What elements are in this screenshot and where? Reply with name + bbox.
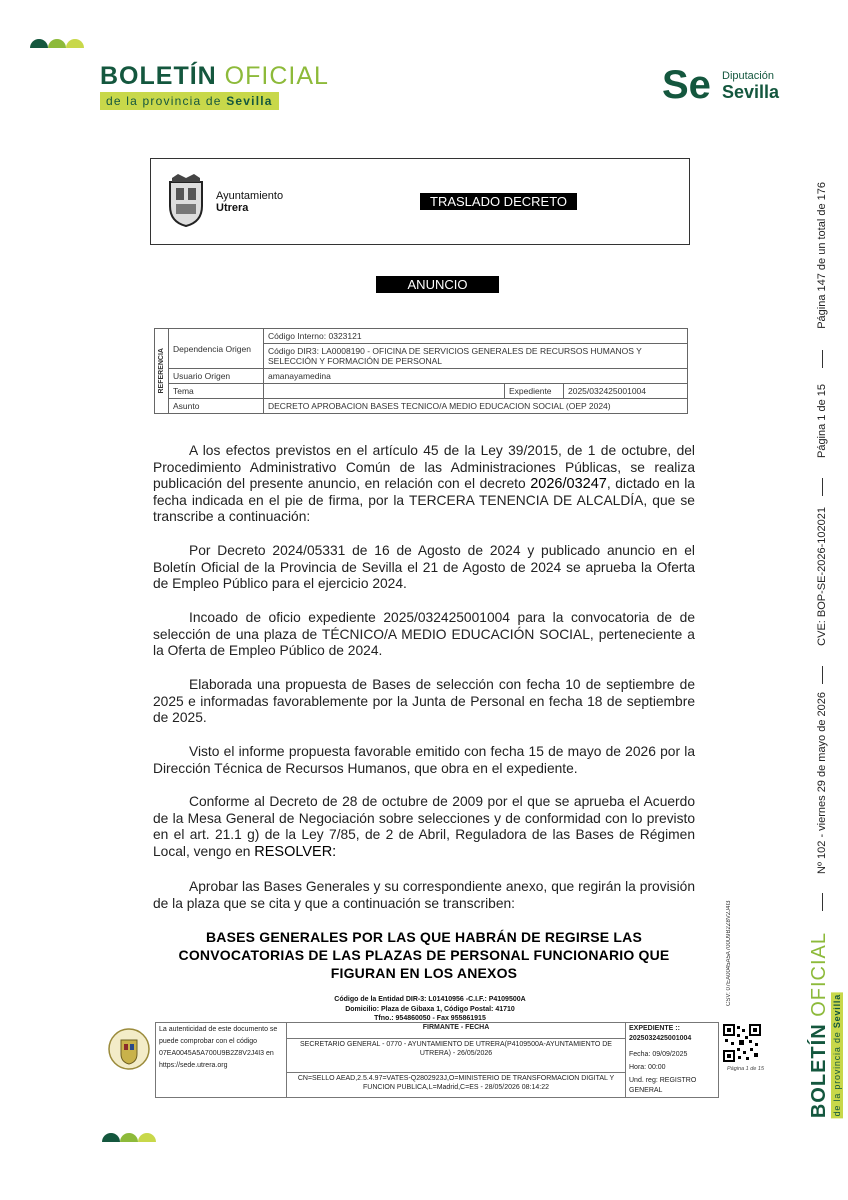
dependencia-label: Dependencia Origen [169,329,264,369]
margin-divider [822,666,823,684]
ayuntamiento-label: Ayuntamiento [216,190,284,202]
expediente-value: 2025/032425001004 [564,384,688,399]
paragraph-3: Incoado de oficio expediente 2025/032425001004 para la convocatoria de de selección de una plaza de TÉCNICO/A MEDIO EDUCACIÓN SOCIAL, perteneciente a la Oferta de Empleo Público de 2024. [153,610,695,659]
paragraph-7: Aprobar las Bases Generales y su correspondiente anexo, que regirán la provisión de la plaza que se cita y que a continuación se transcriben: [153,879,695,911]
address-line-2: Domicilio: Plaza de Gibaxa 1, Código Postal: 41710 [345,1006,515,1013]
firmante-header: FIRMANTE - FECHA [287,1023,626,1039]
paragraph-1-text-b: , dictado en la fecha indicada en el pie de firma, por la TERCERA TENENCIA DE ALCALDÍA, que se transcribe a continuación: [153,476,695,525]
firmante-2: CN=SELLO AEAD,2.5.4.97=VATES-Q2802923J,O=MINISTERIO DE TRANSFORMACION DIGITAL Y FUNCION PUBLICA,L=Madrid,C=ES - 28/05/2026 08:14:22 [287,1073,626,1098]
codigo-dir3: Código DIR3: LA0008190 - OFICINA DE SERVICIOS GENERALES DE RECURSOS HUMANOS Y SELECCIÓN Y FORMACIÓN DE PERSONAL [264,344,688,369]
ciudad-label: Utrera [216,202,249,214]
usuario-label: Usuario Origen [169,369,264,384]
vertical-bop-light: OFICIAL [808,932,830,1017]
asunto-label: Asunto [169,399,264,414]
vertical-bop-subtitle-bold: Sevilla [832,993,842,1028]
paragraph-6 [153,794,695,860]
traslado-decreto-label: TRASLADO DECRETO [420,193,577,210]
vertical-bop-subtitle: de la provincia de [832,1031,842,1117]
firmante-1: SECRETARIO GENERAL - 0770 - AYUNTAMIENTO DE UTRERA(P4109500A-AYUNTAMIENTO DE UTRERA) - 26/05/2026 [287,1039,626,1073]
signature-table [155,1022,719,1098]
expediente-und-reg: Und. reg: REGISTRO GENERAL [629,1077,697,1094]
decreto-number: 2026/03247 [530,476,607,493]
bases-title: BASES GENERALES POR LAS QUE HABRÁN DE REGIRSE LAS CONVOCATORIAS DE LAS PLAZAS DE PERSONAL FUNCIONARIO QUE FIGURAN EN LOS ANEXOS [178,929,670,981]
paragraph-6-text: Conforme al Decreto de 28 de octubre de 2009 por el que se aprueba el Acuerdo de la Mesa General de Negociación sobre selecciones y de conformidad con lo previsto en el art. 21.1 g) de la Ley 7/85, de 2 de Abril, Reguladora de las Bases de Régimen Local, vengo en [153,794,695,859]
margin-divider [822,350,823,368]
utrera-shield-icon [166,172,206,228]
margin-numero: Nº 102 - viernes 29 de mayo de 2026 [816,692,828,874]
bop-subtitle: de la provincia de [106,94,222,108]
bop-title-light: OFICIAL [224,62,329,90]
svg-text:Se: Se [662,63,711,106]
diputacion-subtitle: Diputación [722,70,774,82]
reference-side-cell [155,329,169,414]
expediente-box-value: 2025032425001004 [629,1035,692,1042]
bop-logo [100,62,332,110]
expediente-label: Expediente [505,384,564,399]
vertical-bop-logo [808,932,842,1122]
bop-mark-bottom-icon [100,1124,162,1144]
paragraph-1-text-a: A los efectos previstos en el artículo 45 de la Ley 39/2015, de 1 de octubre, del Procedimiento Administrativo Común de las Administraciones Públicas, se realiza publicación del presente anuncio, en relación con el decreto [153,443,695,492]
paragraph-1 [153,443,695,526]
resolver-label: RESOLVER: [254,843,337,860]
paragraph-5: Visto el informe propuesta favorable emitido con fecha 15 de mayo de 2026 por la Dirección Técnica de Recursos Humanos, que obra en el expediente. [153,744,695,776]
anuncio-label: ANUNCIO [376,276,499,293]
asunto-value: DECRETO APROBACION BASES TECNICO/A MEDIO EDUCACION SOCIAL (OEP 2024) [264,399,688,414]
tema-value [264,384,505,399]
diputacion-title: Sevilla [722,82,780,102]
reference-side-label: REFERENCIA [157,348,165,394]
bop-subtitle-bold: Sevilla [226,94,273,108]
bop-mark-icon [28,30,90,50]
authenticity-text: La autenticidad de este documento se puede comprobar con el código 07EA0045A5A700U9B2Z8V2J4I3 en https://sede.utrera.org [156,1023,287,1098]
vertical-bop-bold: BOLETÍN [808,1023,830,1119]
address-line-1: Código de la Entidad DIR-3: L01410956 -C.I.F.: P4109500A [334,996,526,1003]
bop-title-bold: BOLETÍN [100,62,217,90]
paragraph-4: Elaborada una propuesta de Bases de selección con fecha 10 de septiembre de 2025 e informadas favorablemente por la Junta de Personal en fecha 18 de septiembre de 2025. [153,677,695,726]
csv-vertical: CSV: 07EA0045A5A700U9B2Z8V2J4I3 [726,900,732,1006]
usuario-value: amanayamedina [264,369,688,384]
address-line-3: Tfno.: 954860050 - Fax 955861915 [374,1015,486,1022]
tema-label: Tema [169,384,264,399]
margin-divider [822,893,823,911]
expediente-hora: Hora: 00:00 [629,1064,666,1071]
expediente-box-label: EXPEDIENTE :: [629,1025,680,1032]
margin-cve: CVE: BOP-SE-2026-102021 [816,507,828,646]
margin-divider [822,478,823,496]
codigo-interno: Código Interno: 0323121 [264,329,688,344]
margin-page: Página 1 de 15 [816,384,828,459]
small-page-number: Página 1 de 15 [727,1066,765,1072]
reference-table [154,328,688,414]
margin-page-total: Página 147 de un total de 176 [816,182,828,329]
qr-code-icon [723,1024,761,1062]
expediente-fecha: Fecha: 09/09/2025 [629,1051,688,1058]
ayuntamiento-emblem-icon [108,1026,150,1072]
expediente-box [626,1023,719,1098]
paragraph-2: Por Decreto 2024/05331 de 16 de Agosto de 2024 y publicado anuncio en el Boletín Oficial de la Provincia de Sevilla el 21 de Agosto de 2024 se aprueba la Oferta de Empleo Público para el ejercicio 2024. [153,543,695,592]
